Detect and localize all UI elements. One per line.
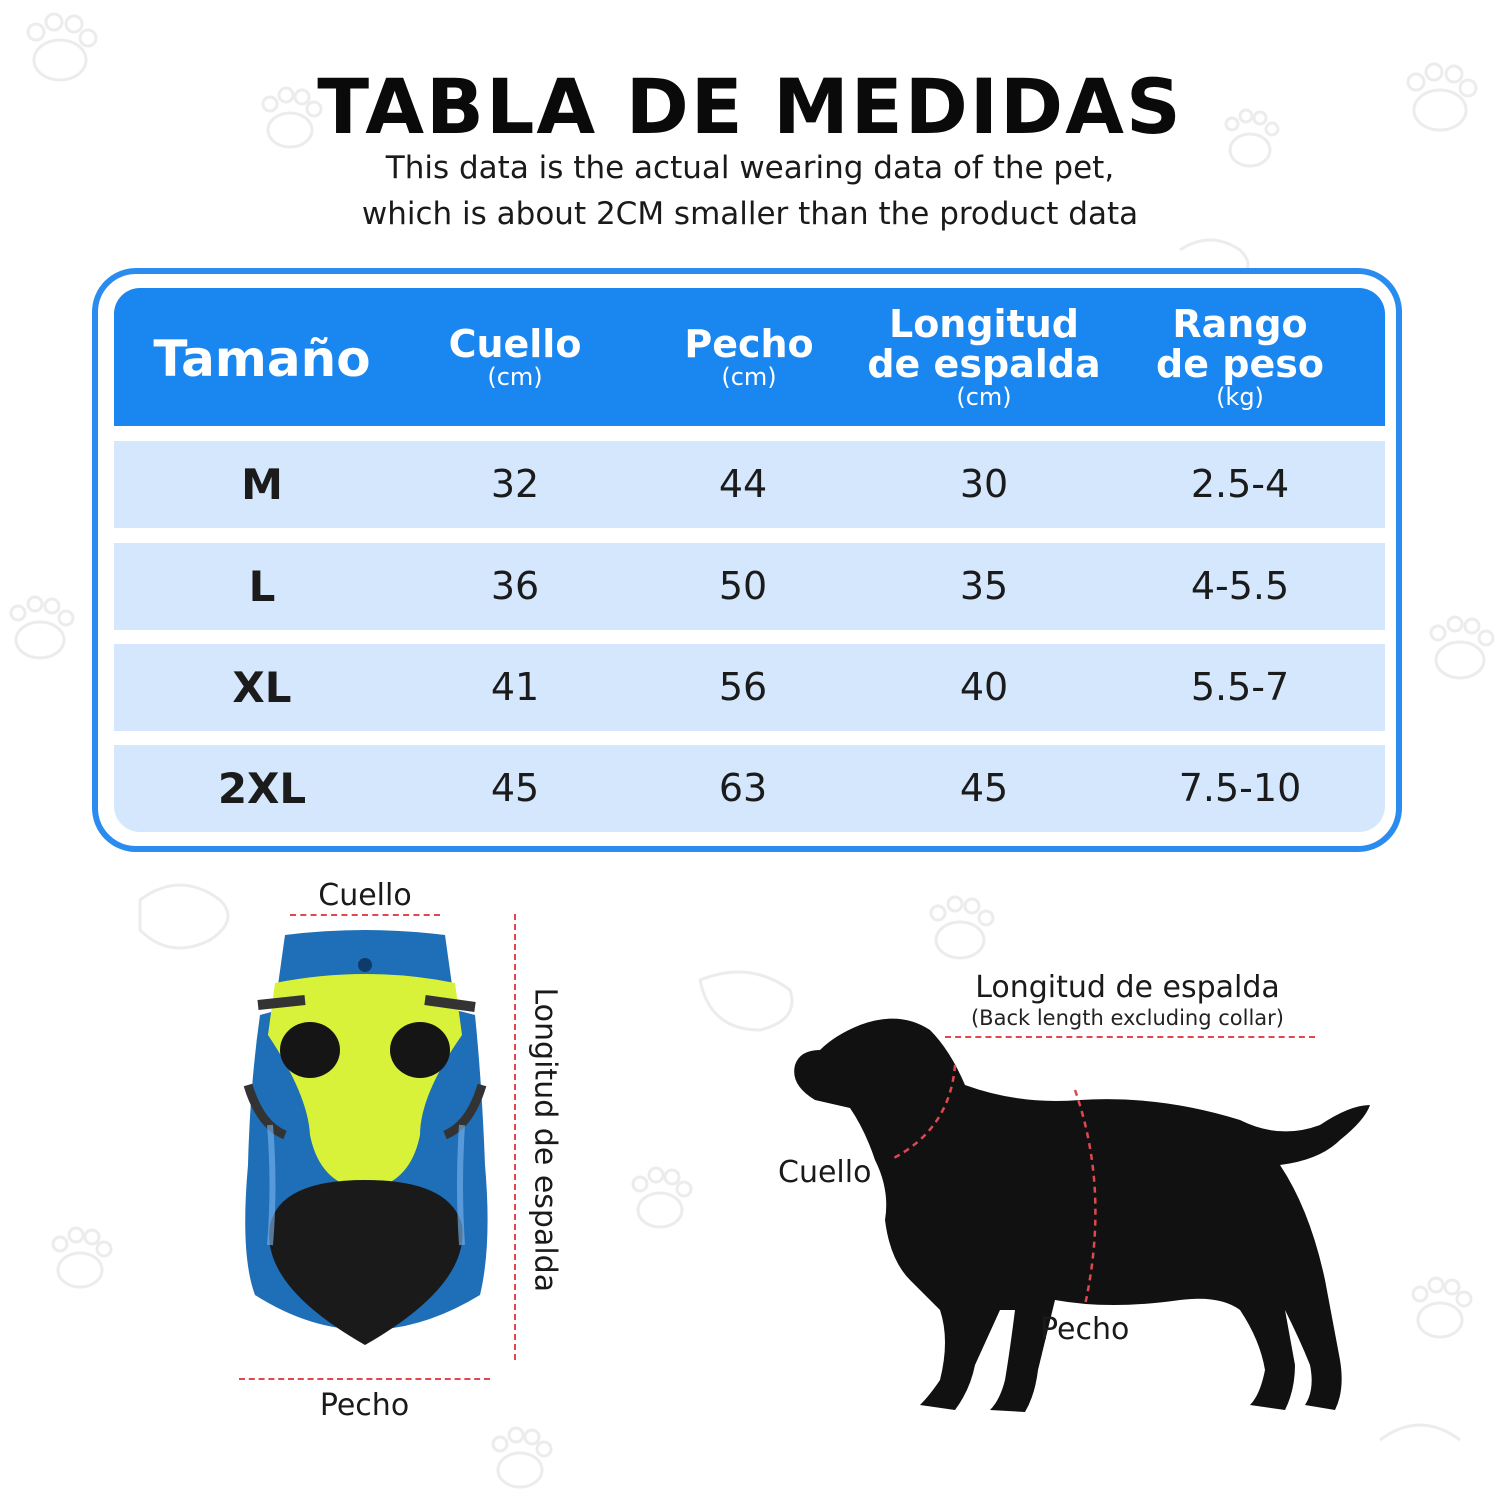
cell-size: M [241, 460, 283, 509]
cell-back-length: 30 [959, 462, 1009, 506]
subtitle-line-2: which is about 2CM smaller than the product data [361, 196, 1139, 232]
cell-neck: 45 [490, 766, 540, 810]
cell-size: L [248, 562, 276, 611]
table-row [114, 543, 1385, 630]
dog-silhouette-illustration [780, 1010, 1380, 1430]
cell-back-length: 45 [959, 766, 1009, 810]
table-row [114, 644, 1385, 731]
subtitle-line-1: This data is the actual wearing data of the pet, [385, 150, 1115, 186]
vest-back-dimension-line [514, 914, 516, 1360]
cell-neck: 36 [490, 564, 540, 608]
header-back-length: Longitud de espalda (cm) [867, 302, 1101, 411]
cell-weight-range: 4-5.5 [1190, 564, 1290, 608]
cell-weight-range: 2.5-4 [1190, 462, 1290, 506]
cell-size: XL [232, 663, 292, 712]
header-chest: Pecho (cm) [684, 322, 814, 391]
vest-neck-label: Cuello [318, 878, 412, 913]
vest-chest-dimension-line [239, 1378, 490, 1380]
table-row [114, 441, 1385, 528]
dog-back-label: Longitud de espalda [975, 970, 1280, 1005]
dog-vest-illustration [230, 925, 500, 1365]
size-table-header [114, 288, 1385, 426]
header-weight-range: Rango de peso (kg) [1156, 302, 1324, 411]
header-size: Tamaño [153, 330, 371, 388]
dog-neck-label: Cuello [778, 1155, 872, 1190]
cell-neck: 41 [490, 665, 540, 709]
cell-chest: 50 [718, 564, 768, 608]
cell-chest: 63 [718, 766, 768, 810]
cell-neck: 32 [490, 462, 540, 506]
dog-back-note: (Back length excluding collar) [970, 1006, 1284, 1030]
dog-chest-label: Pecho [1040, 1312, 1130, 1347]
vest-neck-dimension-line [290, 914, 440, 916]
vest-chest-label: Pecho [319, 1388, 410, 1423]
cell-weight-range: 5.5-7 [1190, 665, 1290, 709]
cell-chest: 44 [718, 462, 768, 506]
header-neck: Cuello (cm) [448, 322, 582, 391]
cell-size: 2XL [217, 764, 307, 813]
cell-weight-range: 7.5-10 [1178, 766, 1302, 810]
vest-back-label: Longitud de espalda [527, 987, 563, 1293]
cell-back-length: 35 [959, 564, 1009, 608]
page-title: TABLA DE MEDIDAS [317, 62, 1183, 151]
cell-chest: 56 [718, 665, 768, 709]
table-row [114, 745, 1385, 832]
cell-back-length: 40 [959, 665, 1009, 709]
